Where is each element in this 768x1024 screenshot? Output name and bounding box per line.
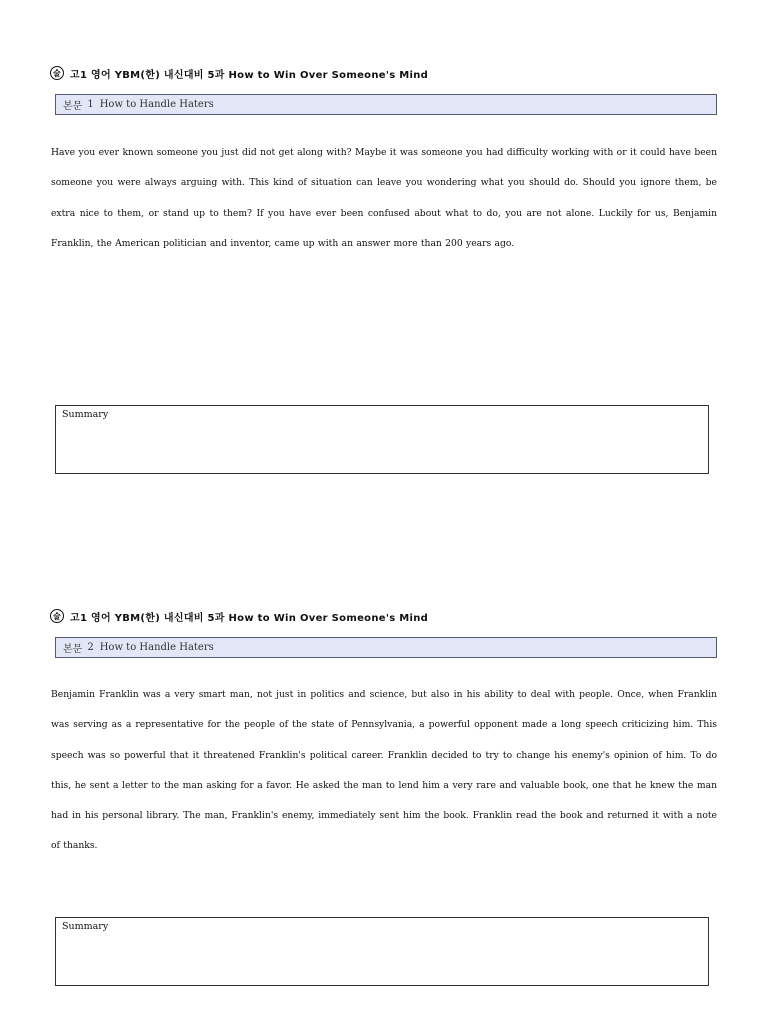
summary-box[interactable] [55,405,709,474]
passage-number: 2 [87,642,94,653]
passage-body: Have you ever known someone you just did not get along with? Maybe it was someone you had difficulty working with or it could have been someone you were always arguing with. This kind of situation can leave you wondering what you should do. Should you ignore them, be extra nice to them, or stand up to them? If you have ever been confused about what to do, you are not alone. Luckily for us, Benjamin Franklin, the American politician and inventor, came up with an answer more than 200 years ago. [51,147,717,249]
passage-body: Benjamin Franklin was a very smart man, not just in politics and science, but also in his ability to deal with people. Once, when Franklin was serving as a representative for the people of the state of Pennsylvania, a powerful opponent made a long speech criticizing him. This speech was so powerful that it threatened Franklin's political career. Franklin decided to try to change his enemy's opinion of him. To do this, he sent a letter to the man asking for a favor. He asked the man to lend him a very rare and valuable book, one that he knew the man had in his personal library. The man, Franklin's enemy, immediately sent him the book. Franklin read the book and returned it with a note of thanks. [51,689,717,852]
passage-title-bar [55,94,717,115]
passage-prefix: 본문 [63,644,83,655]
circle-seal-icon: 술 [50,609,64,623]
worksheet-header-text: 고1 영어 YBM(한) 내신대비 5과 How to Win Over Someone's Mind [70,69,429,81]
worksheet-header [50,607,428,625]
passage-title: How to Handle Haters [99,642,214,653]
summary-label: Summary [62,921,109,932]
passage-prefix: 본문 [63,101,83,112]
summary-box[interactable] [55,917,709,986]
passage-title: How to Handle Haters [99,99,214,110]
summary-label: Summary [62,409,109,420]
passage-title-bar [55,637,717,658]
worksheet-header [50,64,428,82]
passage-number: 1 [87,99,94,110]
circle-seal-icon: 술 [50,66,64,80]
worksheet-header-text: 고1 영어 YBM(한) 내신대비 5과 How to Win Over Someone's Mind [70,612,429,624]
